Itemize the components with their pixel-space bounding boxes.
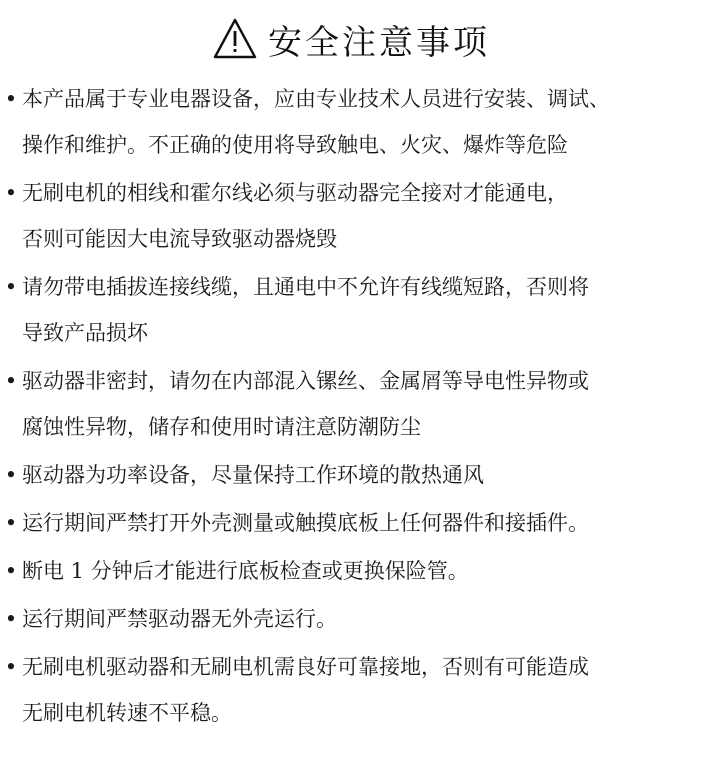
list-item bbox=[0, 264, 702, 356]
list-item bbox=[0, 358, 702, 450]
item-line: 腐蚀性异物，储存和使用时请注意防潮防尘 bbox=[22, 415, 421, 439]
page-header bbox=[0, 12, 702, 66]
bullet-dot-icon: • bbox=[4, 181, 18, 205]
item-line: 运行期间严禁驱动器无外壳运行。 bbox=[22, 607, 337, 631]
list-item bbox=[0, 596, 702, 642]
item-line: 无刷电机驱动器和无刷电机需良好可靠接地，否则有可能造成 bbox=[22, 655, 589, 679]
item-line: 导致产品损坏 bbox=[22, 321, 148, 345]
list-item bbox=[0, 452, 702, 498]
item-line: 驱动器为功率设备，尽量保持工作环境的散热通风 bbox=[22, 463, 484, 487]
list-item bbox=[0, 548, 702, 594]
list-item bbox=[0, 644, 702, 736]
item-line: 否则可能因大电流导致驱动器烧毁 bbox=[22, 227, 337, 251]
item-line: 本产品属于专业电器设备，应由专业技术人员进行安装、调试、 bbox=[22, 87, 610, 111]
bullet-dot-icon: • bbox=[4, 559, 18, 583]
bullet-dot-icon: • bbox=[4, 607, 18, 631]
item-line: 断电 1 分钟后才能进行底板检查或更换保险管。 bbox=[22, 559, 469, 583]
bullet-dot-icon: • bbox=[4, 511, 18, 535]
item-line: 驱动器非密封，请勿在内部混入镙丝、金属屑等导电性异物或 bbox=[22, 369, 589, 393]
item-line: 运行期间严禁打开外壳测量或触摸底板上任何器件和接插件。 bbox=[22, 511, 589, 535]
item-line: 请勿带电插拔连接线缆，且通电中不允许有线缆短路，否则将 bbox=[22, 275, 589, 299]
item-line: 无刷电机的相线和霍尔线必须与驱动器完全接对才能通电， bbox=[22, 181, 568, 205]
list-item bbox=[0, 500, 702, 546]
page-title: 安全注意事项 bbox=[268, 22, 490, 63]
bullet-dot-icon: • bbox=[4, 655, 18, 679]
list-item bbox=[0, 170, 702, 262]
list-item bbox=[0, 76, 702, 168]
item-line: 操作和维护。不正确的使用将导致触电、火灾、爆炸等危险 bbox=[22, 133, 568, 157]
bullet-dot-icon: • bbox=[4, 275, 18, 299]
warning-triangle-icon bbox=[212, 17, 258, 61]
bullet-dot-icon: • bbox=[4, 369, 18, 393]
safety-notes-list bbox=[0, 76, 702, 738]
bullet-dot-icon: • bbox=[4, 463, 18, 487]
item-line: 无刷电机转速不平稳。 bbox=[22, 701, 232, 725]
bullet-dot-icon: • bbox=[4, 87, 18, 111]
